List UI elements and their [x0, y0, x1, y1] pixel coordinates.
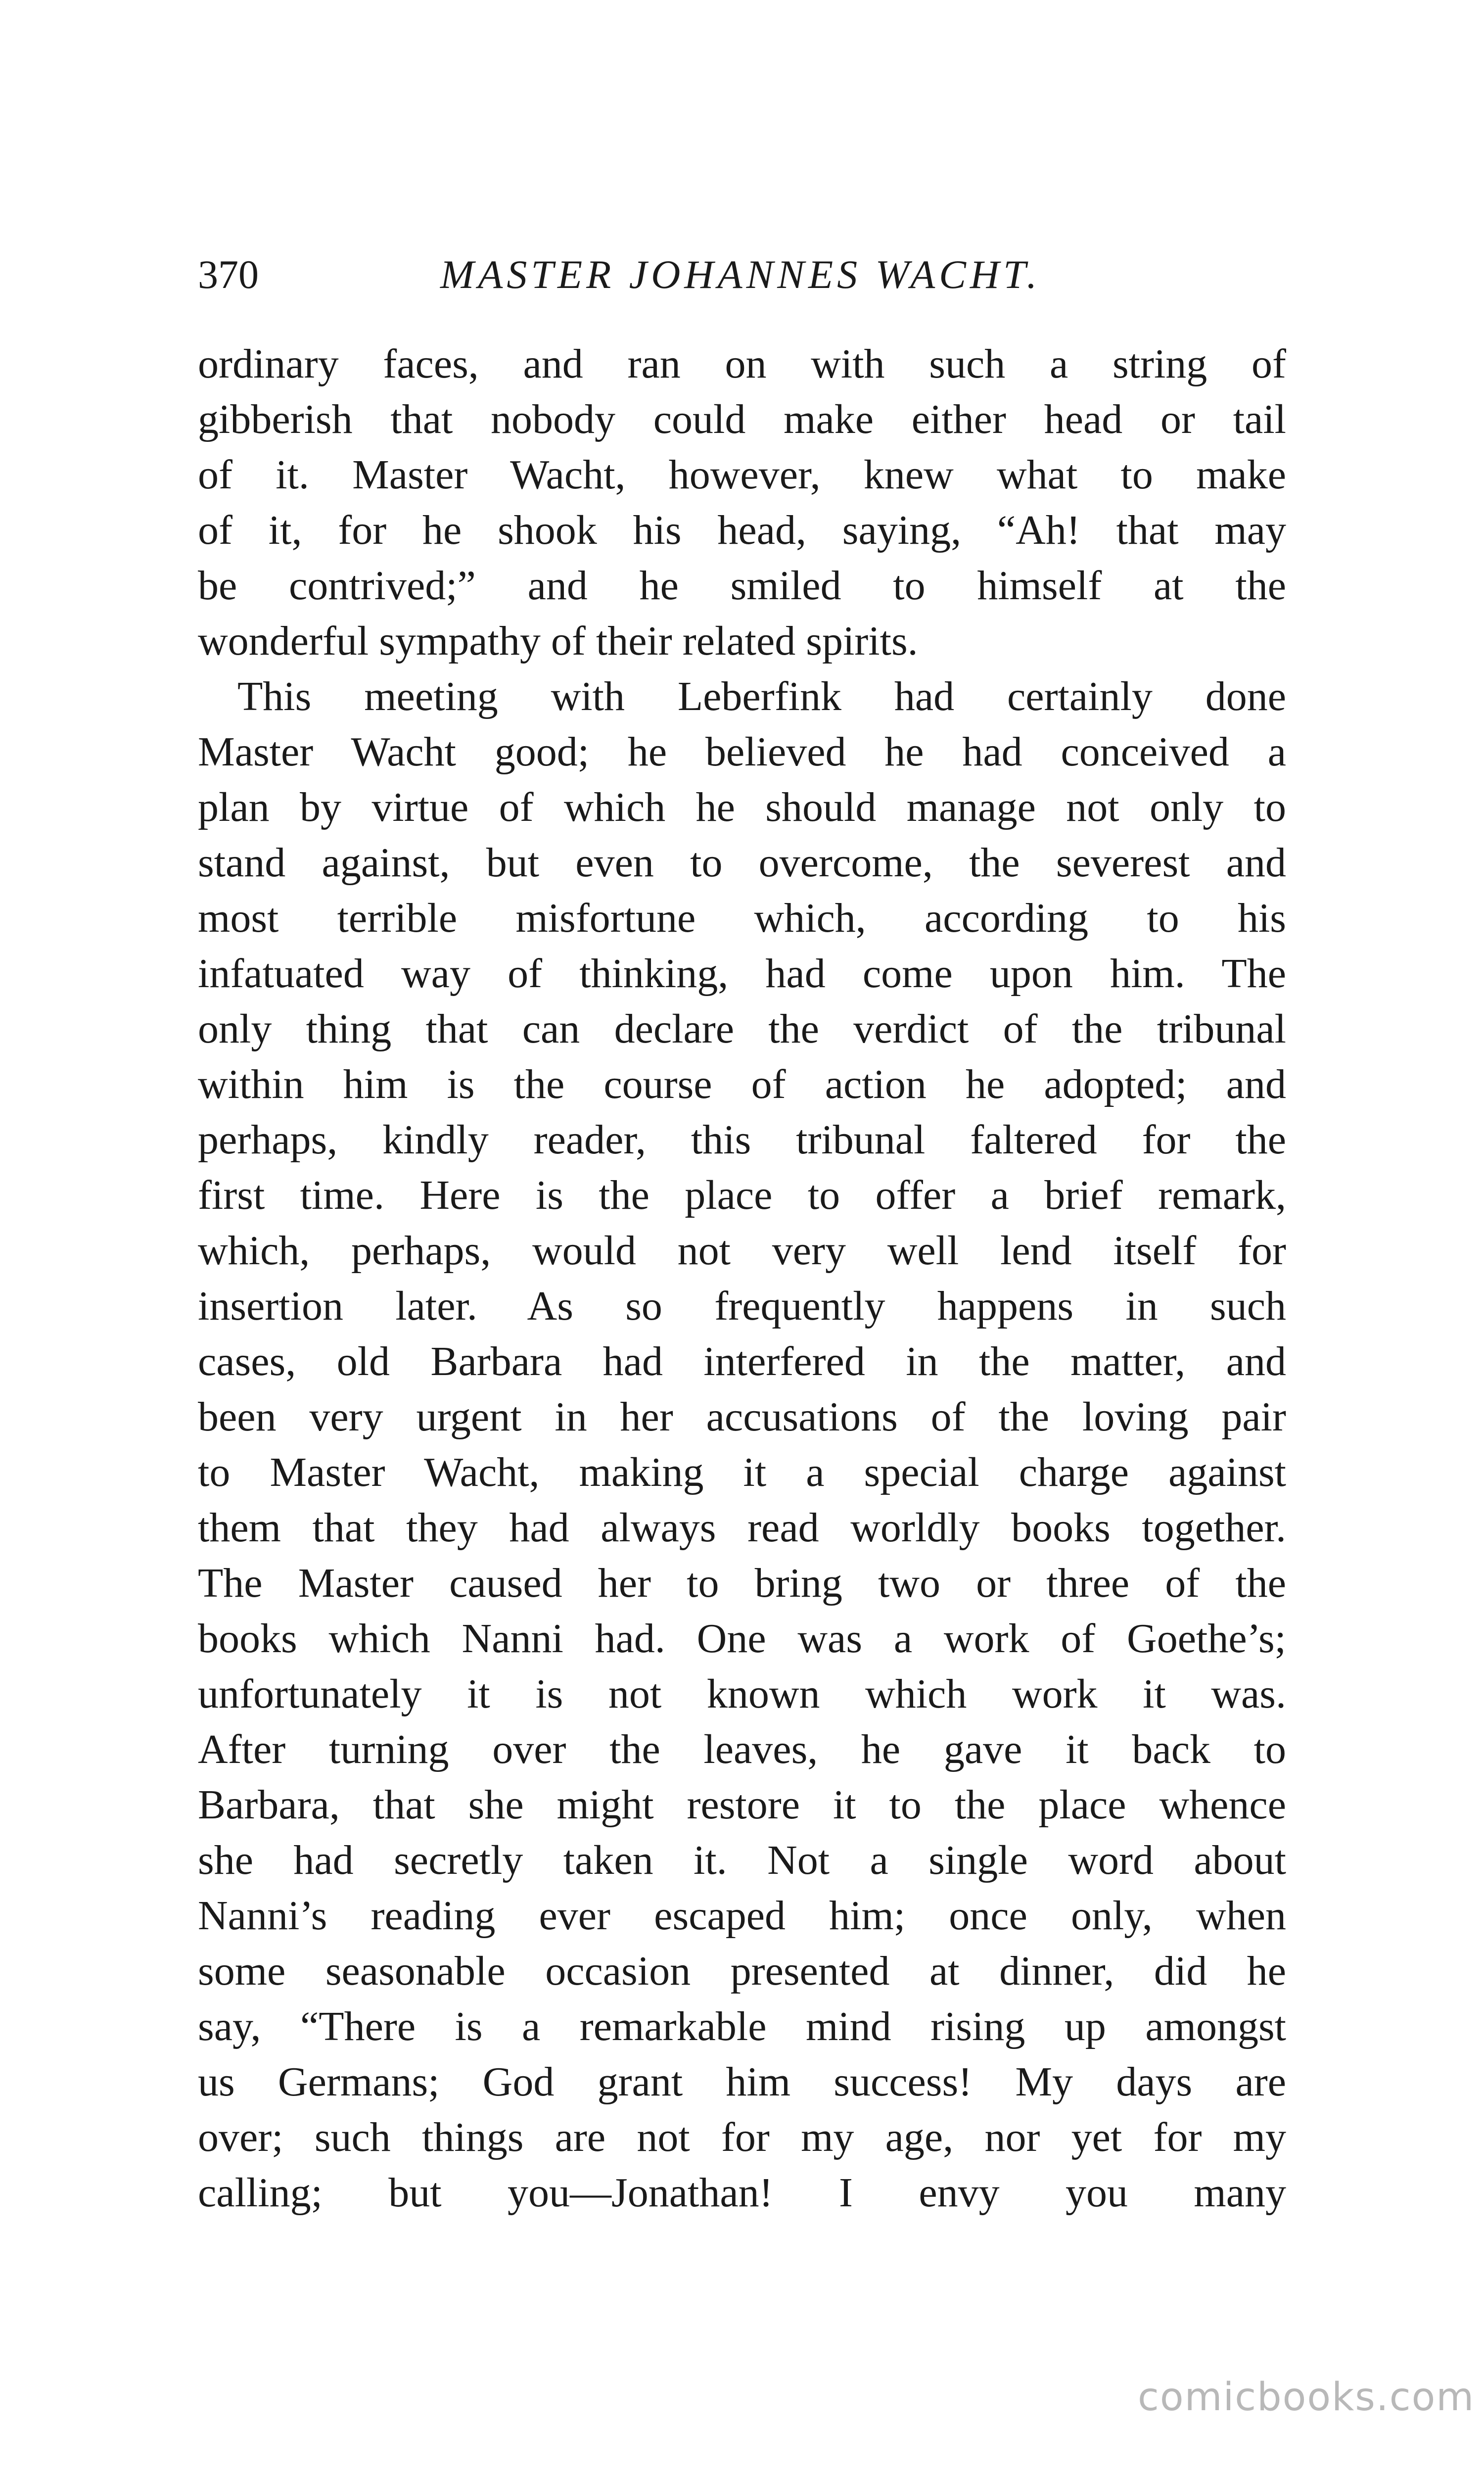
text-line: gibberish that nobody could make either head or tail	[198, 396, 1286, 442]
text-line: only thing that can declare the verdict of the tribunal	[198, 1006, 1286, 1052]
text-line: calling; but you—Jonathan! I envy you many	[198, 2170, 1286, 2216]
text-line: cases, old Barbara had interfered in the matter, and	[198, 1338, 1286, 1384]
text-line: she had secretly taken it. Not a single word about	[198, 1837, 1286, 1883]
text-line: first time. Here is the place to offer a brief remark,	[198, 1172, 1286, 1218]
text-line: plan by virtue of which he should manage not only to	[198, 784, 1286, 830]
text-line: unfortunately it is not known which work it was.	[198, 1671, 1286, 1717]
text-line: perhaps, kindly reader, this tribunal faltered for the	[198, 1117, 1286, 1163]
text-line: insertion later. As so frequently happens in such	[198, 1283, 1286, 1329]
running-head	[198, 247, 1286, 302]
text-line: books which Nanni had. One was a work of Goethe’s;	[198, 1616, 1286, 1662]
text-line: been very urgent in her accusations of the loving pair	[198, 1394, 1286, 1440]
text-line: Master Wacht good; he believed he had conceived a	[198, 729, 1286, 775]
watermark: comicbooks.com	[1138, 2375, 1475, 2420]
text-line: be contrived;” and he smiled to himself at the	[198, 563, 1286, 609]
text-line: them that they had always read worldly books together.	[198, 1505, 1286, 1551]
text-line: Nanni’s reading ever escaped him; once only, when	[198, 1893, 1286, 1939]
text-line: infatuated way of thinking, had come upon him. The	[198, 951, 1286, 997]
text-line: over; such things are not for my age, nor yet for my	[198, 2114, 1286, 2160]
text-line: us Germans; God grant him success! My days are	[198, 2059, 1286, 2105]
text-line: within him is the course of action he adopted; and	[198, 1061, 1286, 1107]
text-line: of it, for he shook his head, saying, “Ah! that may	[198, 507, 1286, 553]
text-line: of it. Master Wacht, however, knew what to make	[198, 452, 1286, 498]
text-line: some seasonable occasion presented at dinner, did he	[198, 1948, 1286, 1994]
paragraph-start-line: This meeting with Leberfink had certainly done	[237, 673, 1286, 719]
text-line: stand against, but even to overcome, the severest and	[198, 840, 1286, 886]
text-line: most terrible misfortune which, according to his	[198, 895, 1286, 941]
page-number: 370	[198, 252, 259, 297]
text-line: to Master Wacht, making it a special charge against	[198, 1449, 1286, 1495]
text-line: ordinary faces, and ran on with such a string of	[198, 341, 1286, 387]
text-line: which, perhaps, would not very well lend itself for	[198, 1228, 1286, 1274]
text-line: After turning over the leaves, he gave it back to	[198, 1726, 1286, 1772]
running-title: MASTER JOHANNES WACHT.	[440, 252, 1041, 297]
text-line: Barbara, that she might restore it to the place whence	[198, 1782, 1286, 1828]
text-line: The Master caused her to bring two or three of the	[198, 1560, 1286, 1606]
text-line: say, “There is a remarkable mind rising up amongst	[198, 2003, 1286, 2049]
text-line: wonderful sympathy of their related spirits.	[198, 618, 918, 664]
body-text	[198, 336, 1286, 2221]
